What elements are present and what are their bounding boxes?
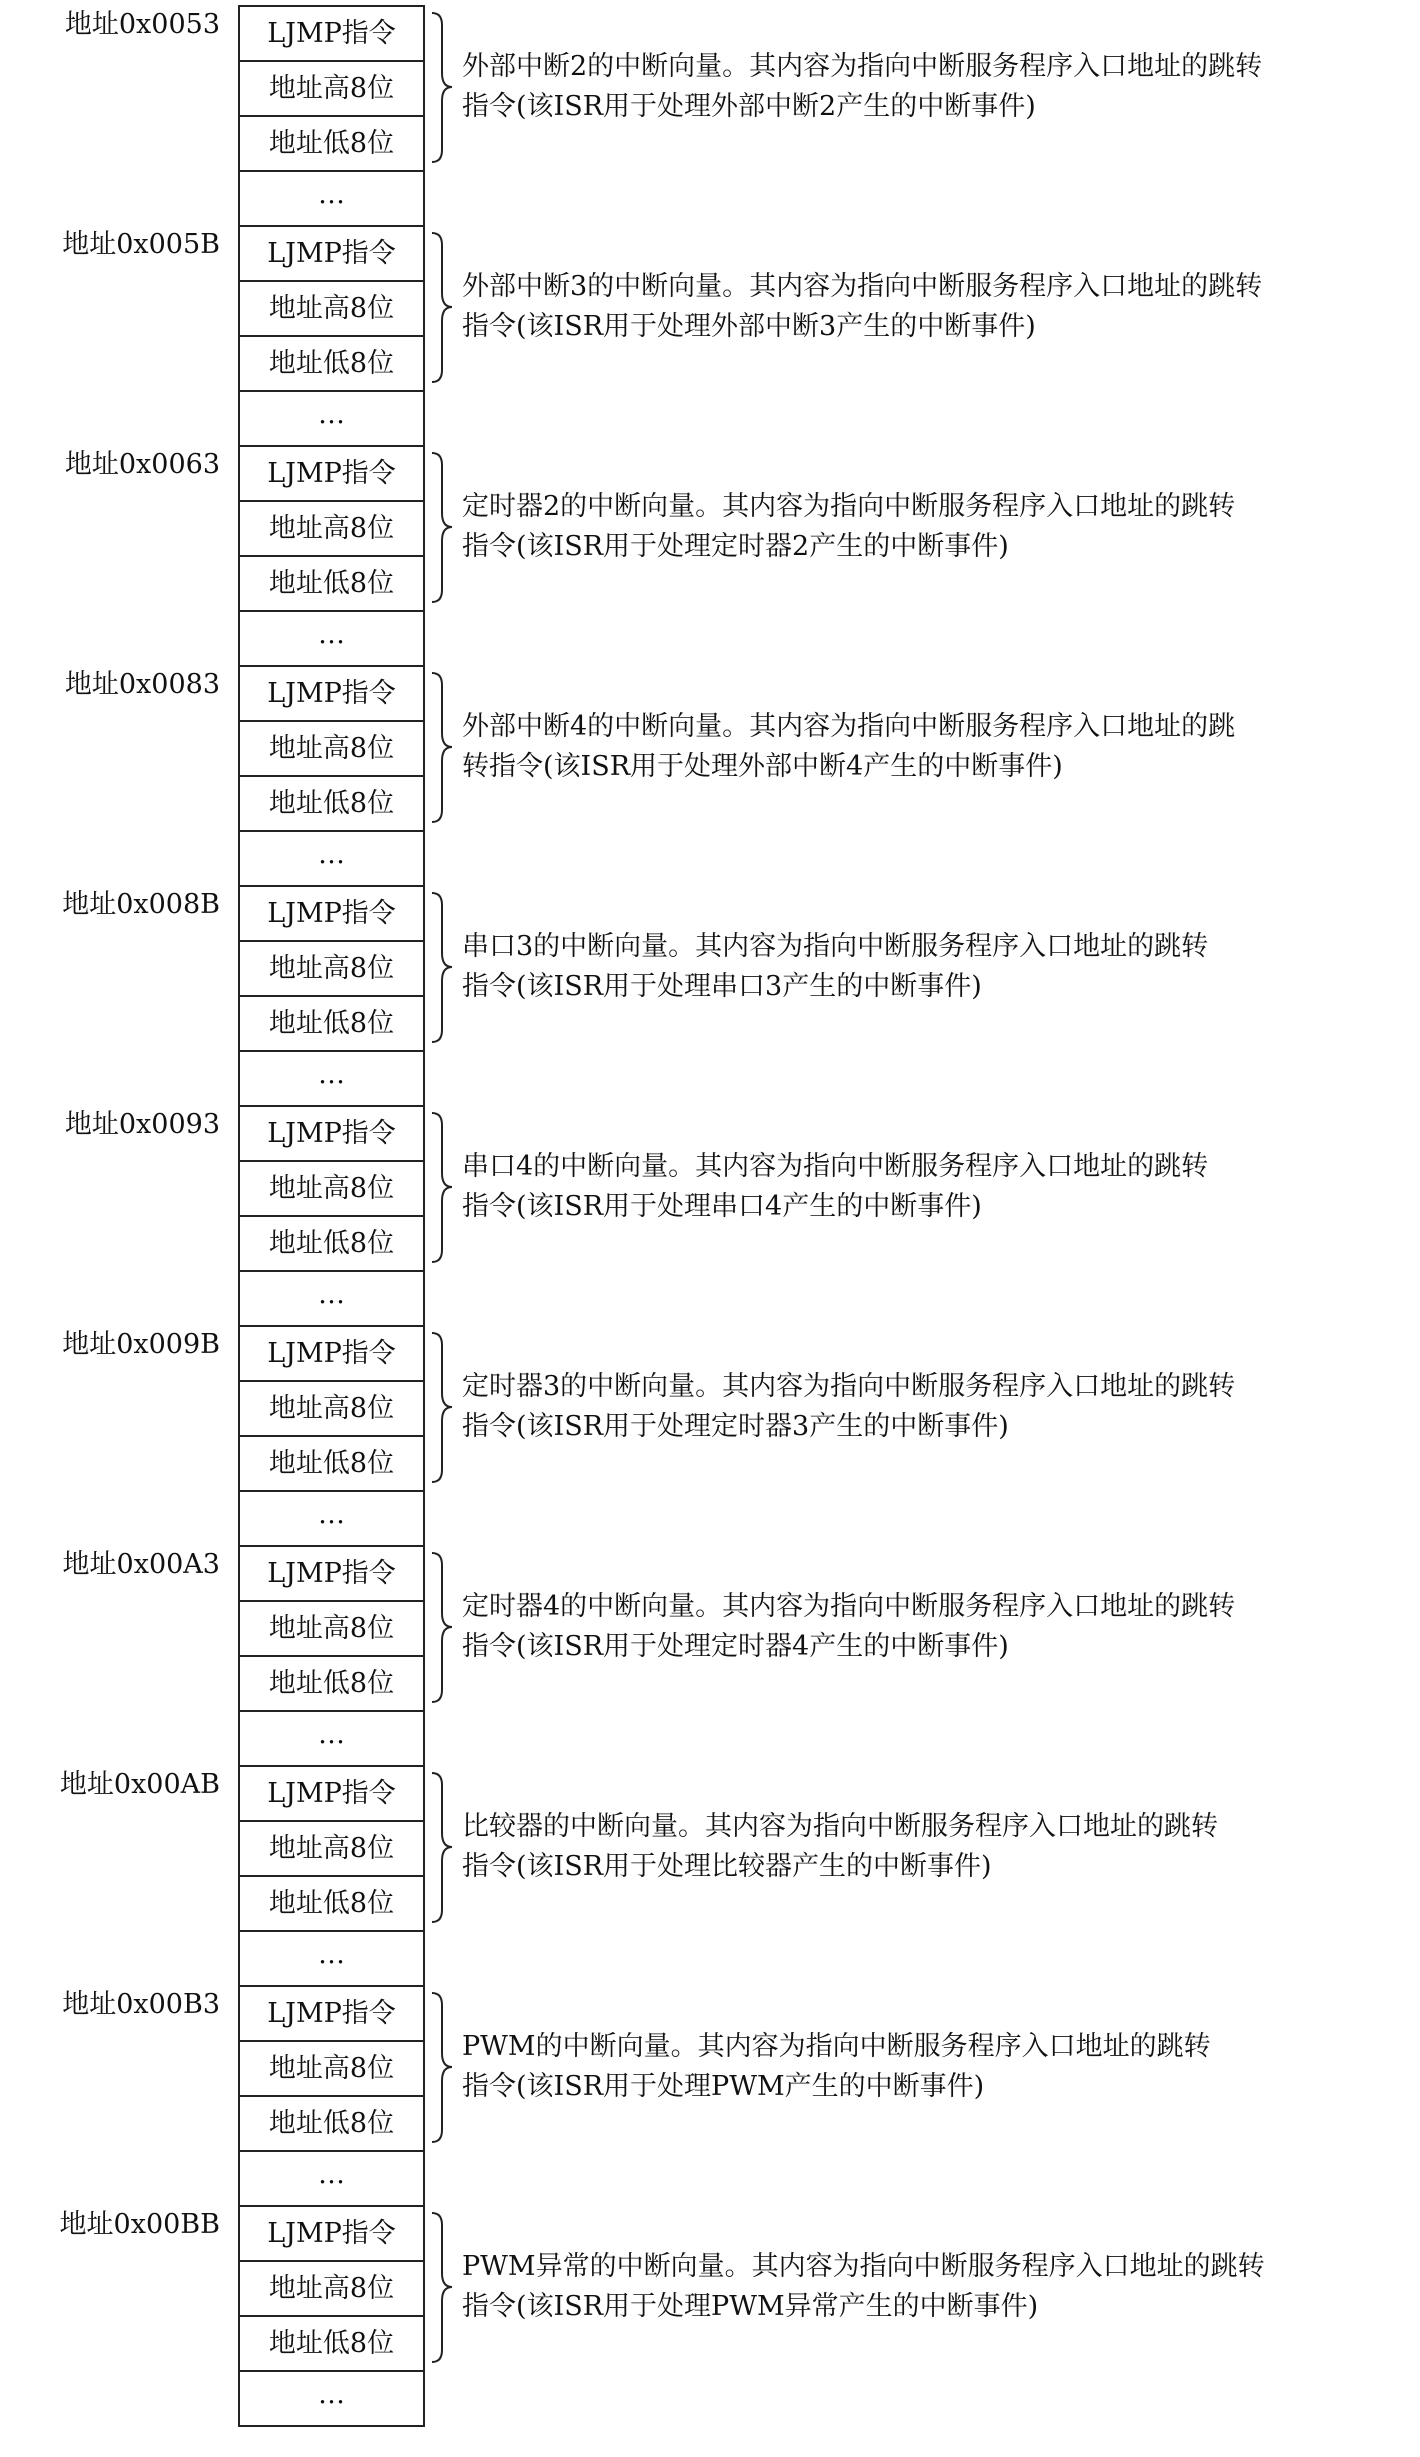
description-line-1: 串口3的中断向量。其内容为指向中断服务程序入口地址的跳转 [462, 931, 1209, 962]
vector-entry [0, 1105, 1420, 1325]
vector-entry [0, 2205, 1420, 2425]
description-line-2: 指令(该ISR用于处理外部中断2产生的中断事件) [462, 91, 1036, 122]
ljmp-cell: LJMP指令 [238, 1545, 425, 1600]
ellipsis-cell: … [238, 2370, 425, 2425]
vector-entry [0, 1325, 1420, 1545]
description-line-2: 指令(该ISR用于处理比较器产生的中断事件) [462, 1851, 992, 1882]
address-high-cell: 地址高8位 [238, 1380, 425, 1435]
address-low-cell: 地址低8位 [238, 1875, 425, 1930]
ljmp-cell: LJMP指令 [238, 1765, 425, 1820]
vector-description [462, 1587, 1382, 1667]
ellipsis-cell: … [238, 170, 425, 225]
ljmp-cell: LJMP指令 [238, 1105, 425, 1160]
description-line-2: 指令(该ISR用于处理串口4产生的中断事件) [462, 1191, 982, 1222]
description-line-2: 指令(该ISR用于处理PWM产生的中断事件) [462, 2071, 985, 2102]
vector-address: 地址0x0093 [64, 1109, 220, 1140]
address-low-cell: 地址低8位 [238, 1435, 425, 1490]
vector-description [462, 47, 1382, 127]
vector-entry [0, 885, 1420, 1105]
table-bottom-border [238, 2425, 425, 2427]
vector-address: 地址0x008B [62, 889, 220, 920]
vector-description [462, 267, 1382, 347]
description-line-1: 外部中断4的中断向量。其内容为指向中断服务程序入口地址的跳 [462, 711, 1236, 742]
description-line-2: 转指令(该ISR用于处理外部中断4产生的中断事件) [462, 751, 1063, 782]
description-line-1: 定时器3的中断向量。其内容为指向中断服务程序入口地址的跳转 [462, 1371, 1236, 1402]
vector-address: 地址0x00AB [59, 1769, 220, 1800]
vector-description [462, 1367, 1382, 1447]
address-high-cell: 地址高8位 [238, 280, 425, 335]
vector-entry [0, 1985, 1420, 2205]
vector-entry [0, 1765, 1420, 1985]
curly-brace-icon [428, 1545, 458, 1710]
description-line-1: 定时器2的中断向量。其内容为指向中断服务程序入口地址的跳转 [462, 491, 1236, 522]
vector-description [462, 1807, 1382, 1887]
vector-address: 地址0x0063 [64, 449, 220, 480]
address-low-cell: 地址低8位 [238, 2095, 425, 2150]
ellipsis-cell: … [238, 1930, 425, 1985]
curly-brace-icon [428, 2205, 458, 2370]
vector-address: 地址0x0083 [64, 669, 220, 700]
ljmp-cell: LJMP指令 [238, 665, 425, 720]
curly-brace-icon [428, 1105, 458, 1270]
vector-entry [0, 1545, 1420, 1765]
address-high-cell: 地址高8位 [238, 1820, 425, 1875]
address-high-cell: 地址高8位 [238, 60, 425, 115]
curly-brace-icon [428, 445, 458, 610]
vector-address: 地址0x00BB [59, 2209, 220, 2240]
description-line-1: PWM异常的中断向量。其内容为指向中断服务程序入口地址的跳转 [462, 2251, 1265, 2282]
description-line-2: 指令(该ISR用于处理定时器3产生的中断事件) [462, 1411, 1009, 1442]
ljmp-cell: LJMP指令 [238, 445, 425, 500]
description-line-2: 指令(该ISR用于处理PWM异常产生的中断事件) [462, 2291, 1039, 2322]
description-line-1: 定时器4的中断向量。其内容为指向中断服务程序入口地址的跳转 [462, 1591, 1236, 1622]
vector-entry [0, 665, 1420, 885]
curly-brace-icon [428, 5, 458, 170]
address-low-cell: 地址低8位 [238, 2315, 425, 2370]
address-high-cell: 地址高8位 [238, 500, 425, 555]
ellipsis-cell: … [238, 1710, 425, 1765]
vector-description [462, 707, 1382, 787]
ellipsis-cell: … [238, 1490, 425, 1545]
vector-address: 地址0x00B3 [62, 1989, 220, 2020]
description-line-2: 指令(该ISR用于处理外部中断3产生的中断事件) [462, 311, 1036, 342]
vector-entry [0, 225, 1420, 445]
vector-description [462, 2027, 1382, 2107]
description-line-2: 指令(该ISR用于处理定时器2产生的中断事件) [462, 531, 1009, 562]
address-high-cell: 地址高8位 [238, 1600, 425, 1655]
vector-entry [0, 5, 1420, 225]
curly-brace-icon [428, 665, 458, 830]
address-low-cell: 地址低8位 [238, 1215, 425, 1270]
description-line-1: 外部中断2的中断向量。其内容为指向中断服务程序入口地址的跳转 [462, 51, 1263, 82]
address-low-cell: 地址低8位 [238, 335, 425, 390]
description-line-1: PWM的中断向量。其内容为指向中断服务程序入口地址的跳转 [462, 2031, 1211, 2062]
address-high-cell: 地址高8位 [238, 720, 425, 775]
ellipsis-cell: … [238, 390, 425, 445]
vector-address: 地址0x005B [62, 229, 220, 260]
ljmp-cell: LJMP指令 [238, 2205, 425, 2260]
ljmp-cell: LJMP指令 [238, 5, 425, 60]
ellipsis-cell: … [238, 2150, 425, 2205]
curly-brace-icon [428, 225, 458, 390]
curly-brace-icon [428, 1325, 458, 1490]
address-high-cell: 地址高8位 [238, 2260, 425, 2315]
address-low-cell: 地址低8位 [238, 995, 425, 1050]
ellipsis-cell: … [238, 1050, 425, 1105]
vector-description [462, 487, 1382, 567]
ljmp-cell: LJMP指令 [238, 1325, 425, 1380]
address-low-cell: 地址低8位 [238, 115, 425, 170]
vector-description [462, 2247, 1382, 2327]
vector-address: 地址0x00A3 [62, 1549, 220, 1580]
vector-address: 地址0x0053 [64, 9, 220, 40]
description-line-1: 外部中断3的中断向量。其内容为指向中断服务程序入口地址的跳转 [462, 271, 1263, 302]
description-line-1: 串口4的中断向量。其内容为指向中断服务程序入口地址的跳转 [462, 1151, 1209, 1182]
description-line-2: 指令(该ISR用于处理串口3产生的中断事件) [462, 971, 982, 1002]
address-low-cell: 地址低8位 [238, 555, 425, 610]
ellipsis-cell: … [238, 610, 425, 665]
description-line-2: 指令(该ISR用于处理定时器4产生的中断事件) [462, 1631, 1009, 1662]
address-high-cell: 地址高8位 [238, 940, 425, 995]
curly-brace-icon [428, 1985, 458, 2150]
ellipsis-cell: … [238, 1270, 425, 1325]
vector-description [462, 1147, 1382, 1227]
ljmp-cell: LJMP指令 [238, 225, 425, 280]
description-line-1: 比较器的中断向量。其内容为指向中断服务程序入口地址的跳转 [462, 1811, 1218, 1842]
address-low-cell: 地址低8位 [238, 775, 425, 830]
ellipsis-cell: … [238, 830, 425, 885]
vector-description [462, 927, 1382, 1007]
address-high-cell: 地址高8位 [238, 2040, 425, 2095]
curly-brace-icon [428, 1765, 458, 1930]
ljmp-cell: LJMP指令 [238, 1985, 425, 2040]
ljmp-cell: LJMP指令 [238, 885, 425, 940]
vector-address: 地址0x009B [62, 1329, 220, 1360]
address-low-cell: 地址低8位 [238, 1655, 425, 1710]
address-high-cell: 地址高8位 [238, 1160, 425, 1215]
curly-brace-icon [428, 885, 458, 1050]
vector-entry [0, 445, 1420, 665]
